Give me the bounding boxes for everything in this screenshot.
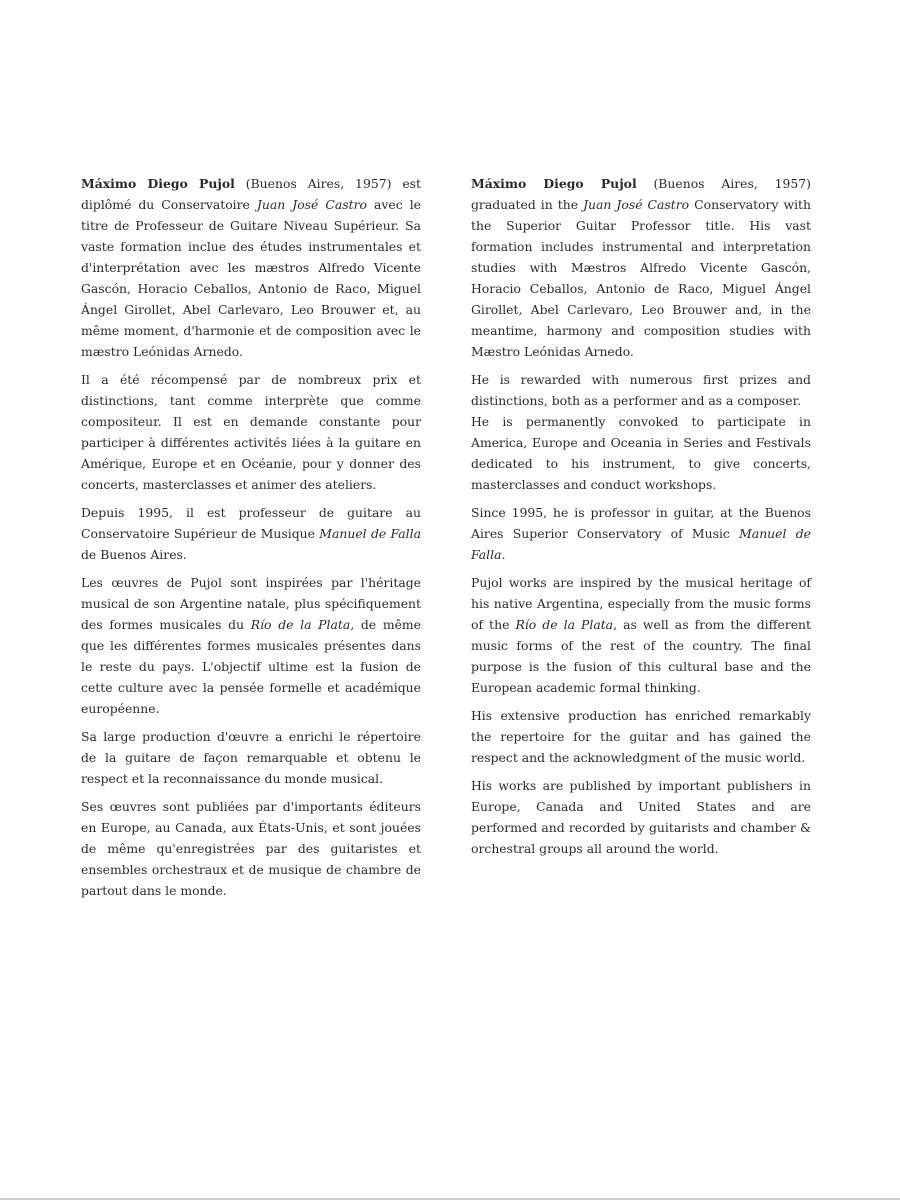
french-paragraph-1	[81, 173, 421, 362]
french-paragraph-3	[81, 502, 421, 565]
french-paragraph-2: Il a été récompensé par de nombreux prix et distinctions, tant comme interprète que comme compositeur. Il est en demande constante pour participer à différentes activités liées à la guitare en Amérique, Europe et en Océanie, pour y donner des concerts, masterclasses et animer des ateliers.	[81, 372, 421, 492]
french-biography-column	[81, 173, 421, 908]
french-p1-text: (Buenos Aires, 1957) est diplômé du Conservatoire	[81, 176, 422, 212]
conservatory-name: Juan José Castro	[256, 197, 367, 212]
english-p4-text-cont: , as well as from the different music forms of the rest of the country. The final purpose is the fusion of this cultural base and the European academic formal thinking.	[471, 617, 811, 695]
french-p4-text-cont: de même que les différentes formes musicales présentes dans le reste du pays. L'objectif ultime est la fusion de cette culture avec la pensée formelle et académique européenne.	[81, 617, 421, 716]
english-paragraph-2a: He is rewarded with numerous first prizes and distinctions, both as a performer and as a composer.	[471, 372, 811, 408]
french-paragraph-4	[81, 572, 421, 719]
french-p3-text: Depuis 1995, il est professeur de guitare au Conservatoire Supérieur de Musique	[81, 505, 421, 541]
english-p1-text: (Buenos Aires, 1957) graduated in the	[471, 176, 811, 212]
english-paragraph-4	[471, 572, 811, 698]
region-name: Río de la Plata,	[250, 617, 355, 632]
french-paragraph-6: Ses œuvres sont publiées par d'importants éditeurs en Europe, au Canada, aux États-Unis, et sont jouées de même qu'enregistrées par des guitaristes et ensembles orchestraux et de musique de chambre de partout dans le monde.	[81, 799, 421, 898]
english-p3-text-cont: .	[501, 547, 506, 562]
french-p4-text: Les œuvres de Pujol sont inspirées par l'héritage musical de son Argentine natale, plus spécifiquement des formes musicales du	[81, 575, 421, 632]
english-biography-column	[471, 173, 811, 866]
english-paragraph-6: His works are published by important publishers in Europe, Canada and United States and are performed and recorded by guitarists and chamber & orchestral groups all around the world.	[471, 778, 811, 856]
composer-name: Máximo Diego Pujol	[471, 176, 637, 191]
conservatory-name: Juan José Castro	[583, 197, 690, 212]
conservatory-name: Manuel de Falla	[471, 526, 811, 562]
english-p3-text: Since 1995, he is professor in guitar, at the Buenos Aires Superior Conservatory of Music	[471, 505, 811, 541]
english-p1-text-cont: Conservatory with the Superior Guitar Professor title. His vast formation includes instrumental and interpretation studies with Mæstros Alfredo Vicente Gascón, Horacio Ceballos, Antonio de Raco, Miguel Ángel Girollet, Abel Carlevaro, Leo Brouwer and, in the meantime, harmony and composition studies with Mæstro Leónidas Arnedo.	[471, 197, 811, 359]
english-paragraph-2b: He is permanently convoked to participate in America, Europe and Oceania in Series and Festivals dedicated to his instrument, to give concerts, masterclasses and conduct workshops.	[471, 414, 811, 492]
composer-name: Máximo Diego Pujol	[81, 176, 235, 191]
english-paragraph-1	[471, 173, 811, 362]
french-p3-text-cont: de Buenos Aires.	[81, 547, 187, 562]
english-paragraph-3	[471, 502, 811, 565]
english-p4-text: Pujol works are inspired by the musical heritage of his native Argentina, especially from the music forms of the	[471, 575, 811, 632]
french-paragraph-5: Sa large production d'œuvre a enrichi le répertoire de la guitare de façon remarquable et obtenu le respect et la reconnaissance du monde musical.	[81, 729, 421, 786]
conservatory-name: Manuel de Falla	[319, 526, 422, 541]
english-paragraph-5: His extensive production has enriched remarkably the repertoire for the guitar and has gained the respect and the acknowledgment of the music world.	[471, 708, 811, 765]
french-p1-text-cont: avec le titre de Professeur de Guitare Niveau Supérieur. Sa vaste formation inclue des études instrumentales et d'interprétation avec les mæstros Alfredo Vicente Gascón, Horacio Ceballos, Antonio de Raco, Miguel Ángel Girollet, Abel Carlevaro, Leo Brouwer et, au même moment, d'harmonie et de composition avec le mæstro Leónidas Arnedo.	[81, 197, 421, 359]
region-name: Río de la Plata	[515, 617, 614, 632]
